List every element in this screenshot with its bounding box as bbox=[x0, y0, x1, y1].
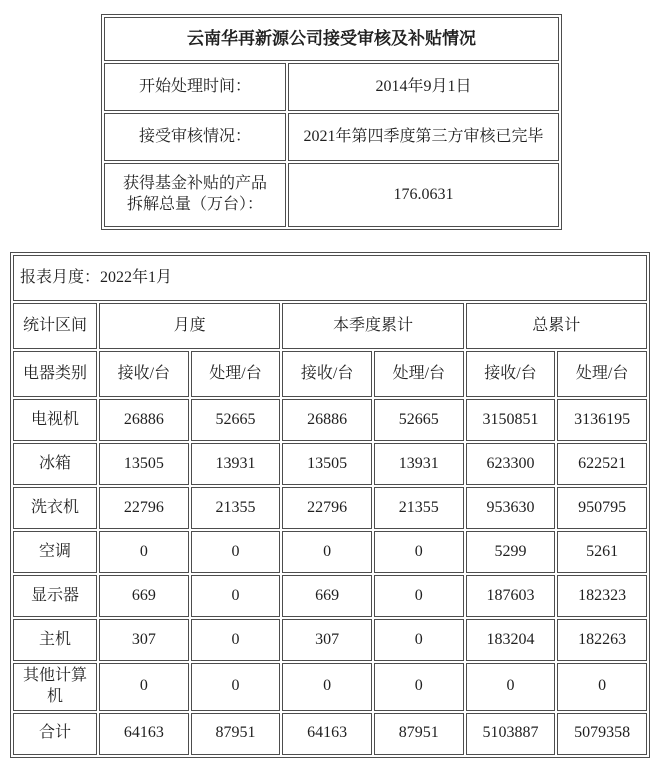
summary-row bbox=[104, 63, 559, 111]
value-cell: 0 bbox=[282, 531, 372, 573]
value-cell: 52665 bbox=[374, 399, 464, 441]
value-cell: 0 bbox=[374, 663, 464, 711]
period-group-total: 总累计 bbox=[466, 303, 647, 349]
value-cell: 22796 bbox=[99, 487, 189, 529]
value-cell: 0 bbox=[191, 619, 281, 661]
value-cell: 87951 bbox=[374, 713, 464, 755]
value-cell: 0 bbox=[99, 531, 189, 573]
audit-status-value: 2021年第四季度第三方审核已完毕 bbox=[288, 113, 559, 161]
report-month-row bbox=[13, 255, 647, 301]
value-cell: 0 bbox=[557, 663, 647, 711]
value-cell: 87951 bbox=[191, 713, 281, 755]
value-cell: 953630 bbox=[466, 487, 556, 529]
summary-title: 云南华再新源公司接受审核及补贴情况 bbox=[104, 17, 559, 61]
value-cell: 22796 bbox=[282, 487, 372, 529]
summary-row bbox=[104, 113, 559, 161]
value-cell: 26886 bbox=[282, 399, 372, 441]
value-cell: 0 bbox=[466, 663, 556, 711]
value-cell: 13931 bbox=[374, 443, 464, 485]
value-cell: 64163 bbox=[99, 713, 189, 755]
subsidy-total-label: 获得基金补贴的产品拆解总量（万台）： bbox=[104, 163, 286, 227]
value-cell: 5261 bbox=[557, 531, 647, 573]
category-header: 电器类别 bbox=[13, 351, 97, 397]
value-cell: 307 bbox=[99, 619, 189, 661]
start-time-label: 开始处理时间： bbox=[104, 63, 286, 111]
metric-header: 接收/台 bbox=[99, 351, 189, 397]
summary-table bbox=[101, 14, 562, 230]
category-cell: 合计 bbox=[13, 713, 97, 755]
table-row-tv bbox=[13, 399, 647, 441]
value-cell: 5103887 bbox=[466, 713, 556, 755]
value-cell: 669 bbox=[282, 575, 372, 617]
value-cell: 0 bbox=[99, 663, 189, 711]
value-cell: 13505 bbox=[99, 443, 189, 485]
value-cell: 64163 bbox=[282, 713, 372, 755]
value-cell: 623300 bbox=[466, 443, 556, 485]
value-cell: 21355 bbox=[191, 487, 281, 529]
period-group-quarter: 本季度累计 bbox=[282, 303, 463, 349]
category-cell: 显示器 bbox=[13, 575, 97, 617]
table-row-washer bbox=[13, 487, 647, 529]
value-cell: 13931 bbox=[191, 443, 281, 485]
category-cell: 洗衣机 bbox=[13, 487, 97, 529]
value-cell: 3136195 bbox=[557, 399, 647, 441]
value-cell: 182263 bbox=[557, 619, 647, 661]
summary-title-row bbox=[104, 17, 559, 61]
category-cell: 空调 bbox=[13, 531, 97, 573]
value-cell: 187603 bbox=[466, 575, 556, 617]
value-cell: 950795 bbox=[557, 487, 647, 529]
value-cell: 307 bbox=[282, 619, 372, 661]
value-cell: 0 bbox=[191, 663, 281, 711]
metric-header-row bbox=[13, 351, 647, 397]
value-cell: 0 bbox=[191, 575, 281, 617]
period-header-row bbox=[13, 303, 647, 349]
metric-header: 处理/台 bbox=[557, 351, 647, 397]
value-cell: 0 bbox=[191, 531, 281, 573]
subsidy-total-value: 176.0631 bbox=[288, 163, 559, 227]
value-cell: 5079358 bbox=[557, 713, 647, 755]
table-row-host bbox=[13, 619, 647, 661]
metric-header: 接收/台 bbox=[466, 351, 556, 397]
start-time-value: 2014年9月1日 bbox=[288, 63, 559, 111]
value-cell: 622521 bbox=[557, 443, 647, 485]
value-cell: 0 bbox=[374, 619, 464, 661]
table-row-fridge bbox=[13, 443, 647, 485]
value-cell: 26886 bbox=[99, 399, 189, 441]
value-cell: 3150851 bbox=[466, 399, 556, 441]
category-cell: 冰箱 bbox=[13, 443, 97, 485]
value-cell: 13505 bbox=[282, 443, 372, 485]
report-table bbox=[10, 252, 650, 758]
stat-range-header: 统计区间 bbox=[13, 303, 97, 349]
value-cell: 21355 bbox=[374, 487, 464, 529]
metric-header: 处理/台 bbox=[374, 351, 464, 397]
table-row-total bbox=[13, 713, 647, 755]
summary-row bbox=[104, 163, 559, 227]
table-row-monitor bbox=[13, 575, 647, 617]
value-cell: 669 bbox=[99, 575, 189, 617]
metric-header: 接收/台 bbox=[282, 351, 372, 397]
value-cell: 5299 bbox=[466, 531, 556, 573]
value-cell: 52665 bbox=[191, 399, 281, 441]
period-group-month: 月度 bbox=[99, 303, 280, 349]
value-cell: 0 bbox=[374, 575, 464, 617]
report-month: 报表月度：2022年1月 bbox=[13, 255, 647, 301]
table-row-other-computer bbox=[13, 663, 647, 711]
category-cell: 其他计算机 bbox=[13, 663, 97, 711]
value-cell: 0 bbox=[374, 531, 464, 573]
metric-header: 处理/台 bbox=[191, 351, 281, 397]
value-cell: 182323 bbox=[557, 575, 647, 617]
table-row-aircon bbox=[13, 531, 647, 573]
category-cell: 主机 bbox=[13, 619, 97, 661]
value-cell: 183204 bbox=[466, 619, 556, 661]
value-cell: 0 bbox=[282, 663, 372, 711]
category-cell: 电视机 bbox=[13, 399, 97, 441]
audit-status-label: 接受审核情况： bbox=[104, 113, 286, 161]
